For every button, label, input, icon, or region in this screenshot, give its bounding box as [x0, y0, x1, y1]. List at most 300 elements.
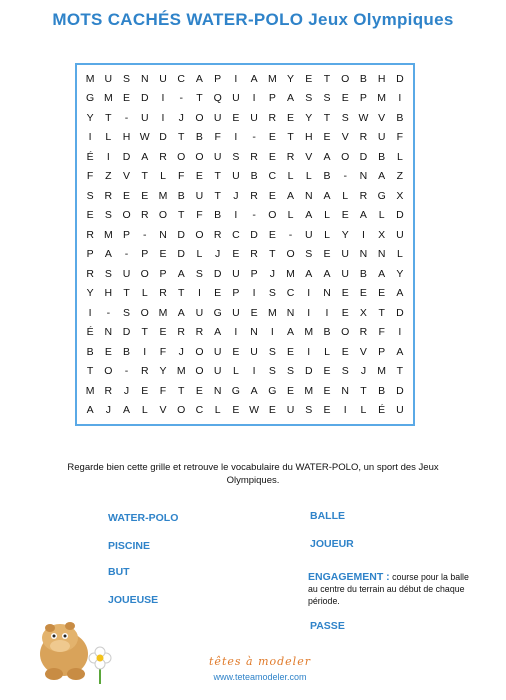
grid-cell: C	[177, 72, 186, 85]
grid-cell: R	[286, 150, 295, 163]
grid-cell: S	[341, 365, 349, 378]
grid-cell: E	[378, 287, 386, 300]
grid-cell: T	[178, 384, 185, 397]
grid-cell: O	[122, 209, 131, 222]
grid-cell: -	[179, 92, 183, 105]
grid-cell: M	[176, 365, 186, 378]
grid-cell: B	[359, 267, 367, 280]
grid-cell: G	[377, 189, 386, 202]
grid-cell: M	[267, 72, 277, 85]
grid-cell: I	[88, 131, 92, 144]
grid-cell: S	[268, 345, 276, 358]
grid-cell: J	[360, 365, 367, 378]
grid-cell: D	[177, 228, 186, 241]
grid-cell: D	[359, 150, 368, 163]
grid-cell: A	[323, 150, 331, 163]
grid-cell: P	[214, 72, 222, 85]
grid-cell: E	[341, 345, 349, 358]
grid-cell: L	[396, 150, 403, 163]
grid-cell: E	[86, 209, 94, 222]
grid-cell: J	[215, 248, 221, 261]
grid-cell: D	[177, 248, 186, 261]
grid-cell: O	[195, 345, 204, 358]
grid-cell: F	[159, 345, 167, 358]
grid-cell: B	[214, 209, 222, 222]
grid-cell: R	[140, 365, 149, 378]
grid-cell: E	[232, 404, 240, 417]
grid-cell: R	[86, 228, 94, 241]
engagement-definition	[308, 571, 478, 607]
grid-cell: T	[269, 248, 276, 261]
grid-cell: Y	[305, 111, 313, 124]
grid-cell: A	[323, 267, 331, 280]
grid-cell: R	[140, 209, 149, 222]
grid-cell: C	[268, 170, 277, 183]
grid-cell: R	[159, 287, 167, 300]
page-title: MOTS CACHÉS WATER-POLO Jeux Olympiques	[52, 10, 454, 29]
grid-cell: D	[396, 209, 404, 222]
grid-cell: I	[88, 306, 92, 319]
grid-cell: H	[377, 72, 386, 85]
grid-cell: O	[195, 150, 204, 163]
grid-cell: J	[105, 404, 111, 417]
grid-cell: R	[195, 326, 204, 339]
grid-cell: D	[250, 228, 258, 241]
grid-cell: E	[359, 287, 367, 300]
grid-cell: I	[234, 209, 238, 222]
grid-cell: I	[270, 326, 274, 339]
grid-cell: S	[305, 92, 313, 105]
grid-cell: J	[123, 384, 130, 397]
grid-cell: M	[304, 384, 314, 397]
engagement-note: course pour la balle au centre du terrain au début de chaque période.	[308, 572, 469, 606]
grid-cell: U	[159, 72, 167, 85]
grid-cell: U	[213, 345, 222, 358]
grid-cell: Y	[341, 228, 349, 241]
grid-cell: -	[124, 248, 129, 261]
grid-cell: U	[104, 72, 113, 85]
grid-cell: O	[104, 365, 113, 378]
grid-cell: T	[378, 306, 385, 319]
word-joueur: JOUEUR	[310, 538, 354, 550]
grid-cell: T	[105, 111, 112, 124]
grid-cell: I	[252, 365, 256, 378]
grid-cell: I	[252, 287, 256, 300]
hippo-mascot-illustration	[30, 610, 130, 690]
grid-cell: P	[232, 287, 240, 300]
grid-cell: L	[305, 170, 312, 183]
grid-cell: N	[159, 228, 167, 241]
grid-cell: S	[104, 267, 112, 280]
word-but: BUT	[108, 566, 130, 578]
grid-cell: V	[378, 111, 386, 124]
grid-cell: E	[323, 131, 331, 144]
site-logo	[180, 655, 340, 682]
grid-cell: R	[359, 189, 368, 202]
grid-cell: D	[396, 72, 404, 85]
grid-cell: A	[123, 404, 131, 417]
grid-cell: N	[359, 170, 368, 183]
grid-cell: A	[86, 404, 94, 417]
grid-cell: E	[287, 111, 295, 124]
grid-cell: L	[232, 365, 239, 378]
grid-cell: O	[158, 209, 168, 222]
grid-cell: Y	[86, 287, 94, 300]
grid-cell: A	[287, 92, 295, 105]
grid-cell: A	[287, 326, 295, 339]
grid-cell: E	[287, 384, 295, 397]
grid-cell: U	[396, 404, 404, 417]
grid-cell: J	[178, 111, 184, 124]
grid-cell: E	[323, 384, 331, 397]
grid-cell: D	[159, 131, 167, 144]
grid-cell: O	[195, 228, 204, 241]
grid-cell: Y	[287, 72, 295, 85]
grid-cell: P	[268, 92, 276, 105]
grid-cell: L	[160, 170, 166, 183]
grid-cell: Y	[86, 111, 94, 124]
grid-cell: T	[178, 209, 185, 222]
grid-cell: I	[161, 111, 165, 124]
grid-cells	[81, 69, 409, 420]
grid-cell: L	[141, 404, 148, 417]
grid-cell: E	[232, 248, 240, 261]
grid-cell: L	[378, 209, 385, 222]
grid-cell: L	[324, 228, 330, 241]
grid-cell: M	[286, 267, 295, 280]
grid-cell: E	[232, 111, 240, 124]
word-search-grid	[75, 63, 415, 426]
grid-cell: A	[177, 306, 185, 319]
grid-cell: -	[124, 365, 129, 378]
grid-cell: A	[141, 150, 149, 163]
grid-cell: D	[396, 306, 404, 319]
grid-cell: T	[178, 287, 185, 300]
grid-cell: Y	[396, 267, 404, 280]
grid-cell: B	[323, 170, 331, 183]
grid-cell: U	[140, 111, 149, 124]
grid-cell: U	[250, 345, 258, 358]
grid-cell: L	[342, 189, 349, 202]
grid-cell: A	[396, 287, 404, 300]
grid-cell: A	[104, 248, 112, 261]
grid-cell: É	[86, 326, 94, 339]
grid-cell: R	[250, 189, 258, 202]
grid-cell: L	[196, 248, 203, 261]
grid-cell: T	[123, 287, 130, 300]
grid-cell: J	[233, 189, 239, 202]
grid-cell: O	[286, 248, 295, 261]
grid-cell: B	[250, 170, 258, 183]
grid-cell: F	[178, 170, 185, 183]
grid-cell: T	[360, 384, 367, 397]
grid-cell: A	[378, 170, 386, 183]
grid-cell: E	[323, 365, 331, 378]
grid-cell: I	[106, 150, 110, 163]
grid-cell: S	[341, 111, 349, 124]
grid-cell: -	[106, 306, 111, 319]
grid-cell: T	[396, 365, 404, 378]
grid-cell: A	[287, 189, 295, 202]
grid-cell: P	[86, 248, 94, 261]
grid-cell: E	[195, 170, 203, 183]
grid-cell: E	[123, 92, 131, 105]
grid-cell: T	[214, 170, 221, 183]
grid-cell: N	[140, 72, 149, 85]
grid-cell: E	[323, 404, 331, 417]
grid-cell: O	[268, 209, 277, 222]
grid-cell: R	[86, 267, 94, 280]
grid-cell: I	[307, 306, 311, 319]
grid-cell: E	[341, 287, 349, 300]
grid-cell: M	[103, 92, 113, 105]
word-balle: BALLE	[310, 510, 345, 522]
grid-cell: A	[195, 72, 203, 85]
grid-cell: E	[341, 209, 349, 222]
grid-cell: R	[213, 228, 222, 241]
grid-cell: A	[250, 72, 258, 85]
grid-cell: S	[195, 267, 203, 280]
grid-cell: U	[213, 150, 222, 163]
word-engagement: ENGAGEMENT :	[308, 571, 390, 583]
grid-cell: D	[304, 365, 313, 378]
grid-cell: V	[341, 131, 349, 144]
grid-cell: P	[123, 228, 131, 241]
grid-cell: I	[143, 345, 147, 358]
grid-cell: N	[359, 248, 368, 261]
grid-cell: O	[177, 150, 186, 163]
grid-cell: J	[269, 267, 275, 280]
grid-cell: L	[214, 404, 221, 417]
grid-cell: E	[250, 306, 258, 319]
grid-cell: U	[232, 92, 240, 105]
grid-cell: F	[159, 384, 167, 397]
grid-cell: É	[378, 404, 386, 417]
grid-cell: E	[141, 384, 149, 397]
grid-cell: N	[341, 384, 350, 397]
grid-cell: -	[143, 228, 147, 241]
grid-cell: P	[378, 345, 386, 358]
grid-cell: S	[287, 365, 295, 378]
grid-cell: R	[359, 131, 368, 144]
grid-cell: E	[104, 345, 112, 358]
grid-cell: A	[305, 267, 313, 280]
grid-cell: E	[123, 189, 131, 202]
grid-cell: M	[377, 92, 387, 105]
grid-cell: P	[159, 267, 167, 280]
grid-cell: A	[359, 209, 367, 222]
grid-cell: V	[123, 170, 131, 183]
grid-cell: E	[268, 228, 276, 241]
grid-cell: A	[250, 384, 258, 397]
grid-cell: W	[358, 111, 369, 124]
grid-cell: S	[104, 209, 112, 222]
grid-cell: -	[124, 111, 129, 124]
grid-cell: E	[159, 326, 167, 339]
grid-cell: R	[159, 150, 167, 163]
grid-cell: D	[213, 267, 222, 280]
grid-cell: J	[178, 345, 184, 358]
grid-cell: -	[252, 209, 256, 222]
grid-cell: Y	[159, 365, 167, 378]
grid-cell: L	[324, 345, 330, 358]
grid-cell: U	[195, 189, 204, 202]
grid-cell: E	[268, 131, 276, 144]
grid-cell: I	[234, 326, 238, 339]
grid-cell: E	[268, 150, 276, 163]
grid-cell: -	[252, 131, 256, 144]
grid-cell: S	[305, 404, 313, 417]
grid-cell: I	[398, 92, 402, 105]
grid-cell: S	[268, 287, 276, 300]
grid-cell: U	[232, 267, 240, 280]
grid-cell: G	[86, 92, 95, 105]
grid-cell: T	[141, 170, 148, 183]
grid-cell: S	[123, 306, 131, 319]
grid-cell: P	[141, 248, 149, 261]
grid-cell: B	[378, 150, 386, 163]
grid-cell: D	[140, 92, 149, 105]
grid-cell: M	[267, 306, 277, 319]
grid-cell: T	[141, 326, 148, 339]
grid-cell: F	[196, 209, 203, 222]
grid-cell: B	[123, 345, 131, 358]
grid-cell: G	[213, 306, 222, 319]
word-joueuse: JOUEUSE	[108, 594, 159, 606]
grid-cell: U	[377, 131, 386, 144]
grid-cell: O	[341, 72, 350, 85]
grid-cell: A	[396, 345, 404, 358]
grid-cell: L	[287, 170, 294, 183]
grid-cell: N	[250, 326, 258, 339]
grid-cell: U	[232, 306, 240, 319]
grid-cell: W	[139, 131, 150, 144]
logo-url: www.teteamodeler.com	[213, 672, 307, 682]
grid-cell: F	[214, 131, 221, 144]
grid-cell: A	[378, 267, 386, 280]
word-piscine: PISCINE	[108, 540, 151, 552]
grid-cell: C	[286, 287, 295, 300]
grid-cell: N	[286, 306, 295, 319]
grid-cell: W	[249, 404, 260, 417]
grid-cell: U	[304, 228, 313, 241]
grid-cell: O	[177, 404, 186, 417]
grid-cell: I	[307, 345, 311, 358]
grid-cell: E	[268, 189, 276, 202]
grid-cell: F	[396, 131, 404, 144]
grid-cell: S	[86, 189, 94, 202]
grid-cell: E	[214, 287, 222, 300]
grid-cell: M	[304, 326, 314, 339]
grid-cell: -	[343, 170, 347, 183]
grid-cell: I	[325, 306, 329, 319]
grid-cell: U	[396, 228, 404, 241]
grid-cell: L	[324, 209, 330, 222]
grid-cell: Q	[213, 92, 222, 105]
grid-cell: V	[159, 404, 167, 417]
grid-cell: O	[195, 111, 204, 124]
grid-cell: U	[232, 170, 240, 183]
grid-cell: M	[85, 72, 95, 85]
grid-cell: N	[104, 326, 113, 339]
grid-cell: D	[122, 326, 131, 339]
grid-cell: U	[341, 248, 350, 261]
grid-cell: I	[197, 287, 201, 300]
grid-cell: C	[195, 404, 204, 417]
grid-cell: R	[250, 248, 258, 261]
grid-cell: I	[234, 72, 238, 85]
grid-cell: S	[232, 150, 240, 163]
grid-cell: R	[177, 326, 186, 339]
grid-cell: C	[232, 228, 240, 241]
grid-cell: L	[105, 131, 112, 144]
grid-cell: E	[341, 306, 349, 319]
grid-cell: T	[86, 365, 94, 378]
grid-cell: O	[195, 365, 204, 378]
grid-cell: S	[323, 92, 331, 105]
grid-cell: E	[287, 345, 295, 358]
grid-cell: X	[378, 228, 386, 241]
grid-cell: U	[250, 111, 258, 124]
word-passe: PASSE	[310, 620, 345, 632]
grid-cell: X	[359, 306, 367, 319]
grid-cell: I	[343, 404, 347, 417]
grid-cell: B	[177, 189, 185, 202]
grid-cell: R	[104, 384, 113, 397]
grid-cell: B	[359, 72, 367, 85]
grid-cell: E	[232, 345, 240, 358]
grid-cell: D	[122, 150, 131, 163]
grid-cell: N	[304, 189, 313, 202]
grid-cell: I	[161, 92, 165, 105]
grid-cell: E	[268, 404, 276, 417]
grid-cell: O	[341, 326, 350, 339]
grid-cell: B	[396, 111, 404, 124]
grid-cell: M	[158, 189, 168, 202]
grid-cell: I	[234, 131, 238, 144]
logo-name: têtes à modeler	[209, 655, 311, 668]
grid-cell: B	[378, 384, 386, 397]
grid-cell: M	[103, 228, 113, 241]
grid-cell: O	[341, 150, 350, 163]
grid-cell: R	[250, 150, 258, 163]
grid-cell: N	[377, 248, 386, 261]
grid-cell: X	[396, 189, 404, 202]
grid-cell: R	[268, 111, 277, 124]
grid-cell: L	[396, 248, 403, 261]
grid-cell: A	[323, 189, 331, 202]
grid-cell: H	[104, 287, 113, 300]
grid-cell: T	[214, 189, 221, 202]
grid-cell: U	[213, 365, 222, 378]
grid-cell: T	[178, 131, 185, 144]
grid-cell: I	[361, 228, 365, 241]
grid-cell: U	[122, 267, 131, 280]
grid-cell: U	[286, 404, 295, 417]
grid-cell: A	[214, 326, 222, 339]
grid-cell: A	[177, 267, 185, 280]
grid-cell: N	[213, 384, 222, 397]
grid-cell: A	[305, 209, 313, 222]
grid-cell: T	[323, 72, 331, 85]
grid-cell: -	[288, 228, 293, 241]
grid-cell: I	[307, 287, 311, 300]
grid-cell: U	[213, 111, 222, 124]
grid-cell: T	[287, 131, 294, 144]
grid-cell: B	[86, 345, 94, 358]
grid-cell: G	[268, 384, 277, 397]
grid-cell: M	[85, 384, 95, 397]
